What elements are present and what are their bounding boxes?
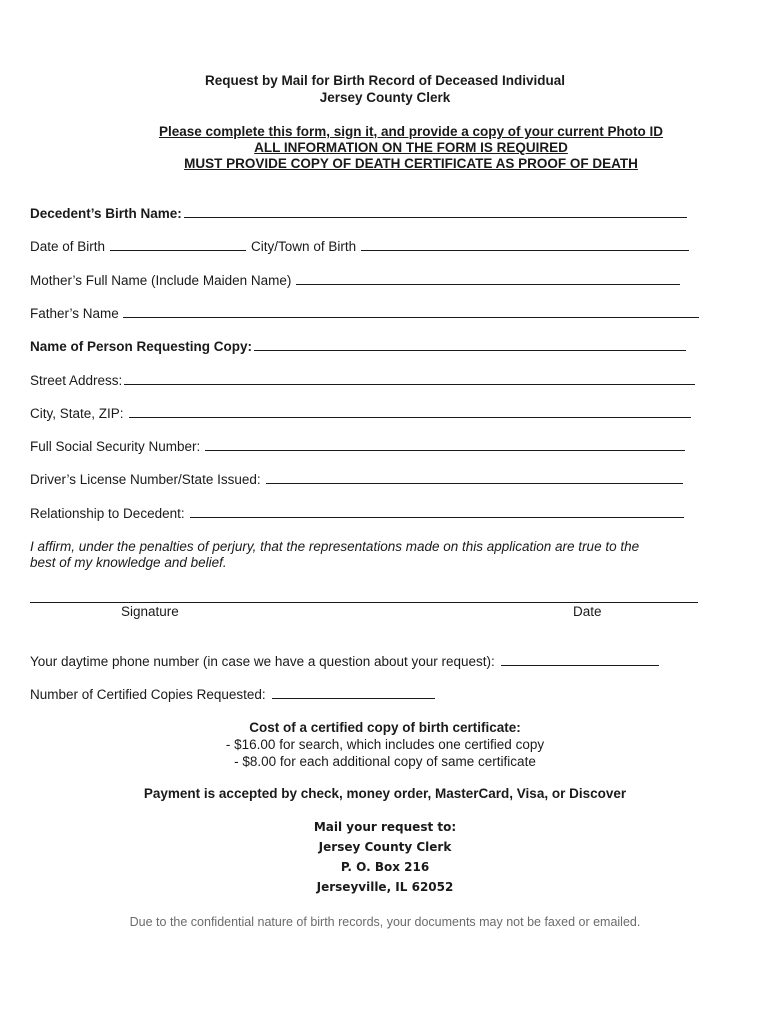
city-state-zip-field[interactable] — [129, 406, 691, 418]
street-label: Street Address: — [30, 373, 123, 388]
payment-note: Payment is accepted by check, money order, MasterCard, Visa, or Discover — [143, 786, 627, 801]
city-state-zip-label: City, State, ZIP: — [30, 406, 124, 421]
mother-name-label: Mother’s Full Name (Include Maiden Name) — [30, 273, 292, 288]
cost-title: Cost of a certified copy of birth certificate: — [249, 720, 521, 735]
father-name-field[interactable] — [123, 306, 699, 318]
requester-name-field[interactable] — [254, 339, 686, 351]
requester-name-label: Name of Person Requesting Copy: — [30, 339, 253, 354]
city-state-zip-row — [30, 406, 691, 421]
phone-label: Your daytime phone number (in case we have a question about your request): — [30, 654, 495, 669]
copies-label: Number of Certified Copies Requested: — [30, 687, 266, 702]
date-of-birth-label: Date of Birth — [30, 239, 106, 254]
form-title: Request by Mail for Birth Record of Deceased Individual — [204, 73, 566, 88]
copies-field[interactable] — [272, 687, 435, 699]
signature-label: Signature — [121, 604, 179, 619]
date-of-birth-field[interactable] — [110, 239, 246, 251]
birth-info-row — [30, 239, 689, 254]
phone-row — [30, 654, 659, 669]
drivers-license-field[interactable] — [266, 472, 683, 484]
drivers-license-label: Driver’s License Number/State Issued: — [30, 472, 261, 487]
date-label: Date — [573, 604, 602, 619]
relationship-field[interactable] — [190, 506, 684, 518]
mail-city: Jerseyville, IL 62052 — [316, 880, 454, 894]
ssn-row — [30, 439, 685, 454]
decedent-name-label: Decedent’s Birth Name: — [30, 206, 182, 221]
mail-heading: Mail your request to: — [313, 820, 457, 834]
relationship-label: Relationship to Decedent: — [30, 506, 185, 521]
cost-search: - $16.00 for search, which includes one certified copy — [225, 737, 545, 752]
phone-field[interactable] — [501, 654, 659, 666]
requester-name-row — [30, 339, 686, 354]
death-certificate-notice: MUST PROVIDE COPY OF DEATH CERTIFICATE AS PROOF OF DEATH — [184, 156, 638, 171]
mother-name-field[interactable] — [296, 273, 680, 285]
city-of-birth-field[interactable] — [361, 239, 689, 251]
mail-name: Jersey County Clerk — [318, 840, 452, 854]
instruction-text: Please complete this form, sign it, and provide a copy of your current Photo ID — [158, 124, 664, 139]
required-notice: ALL INFORMATION ON THE FORM IS REQUIRED — [254, 140, 568, 155]
ssn-label: Full Social Security Number: — [30, 439, 201, 454]
affirmation-line-2: best of my knowledge and belief. — [30, 555, 227, 570]
confidentiality-note: Due to the confidential nature of birth records, your documents may not be faxed or emailed. — [129, 915, 641, 929]
signature-line[interactable] — [30, 602, 698, 603]
street-field[interactable] — [124, 373, 695, 385]
father-name-label: Father’s Name — [30, 306, 119, 321]
cost-additional: - $8.00 for each additional copy of same certificate — [234, 754, 536, 769]
copies-row — [30, 687, 435, 702]
mother-name-row — [30, 273, 680, 288]
decedent-name-field[interactable] — [184, 206, 687, 218]
drivers-license-row — [30, 472, 683, 487]
affirmation-line-1: I affirm, under the penalties of perjury, that the representations made on this application are true to the — [30, 539, 640, 554]
relationship-row — [30, 506, 684, 521]
father-name-row — [30, 306, 699, 321]
mail-box: P. O. Box 216 — [340, 860, 430, 874]
street-row — [30, 373, 695, 388]
ssn-field[interactable] — [205, 439, 685, 451]
decedent-name-row — [30, 206, 687, 221]
city-of-birth-label: City/Town of Birth — [251, 239, 357, 254]
office-name: Jersey County Clerk — [319, 90, 451, 105]
